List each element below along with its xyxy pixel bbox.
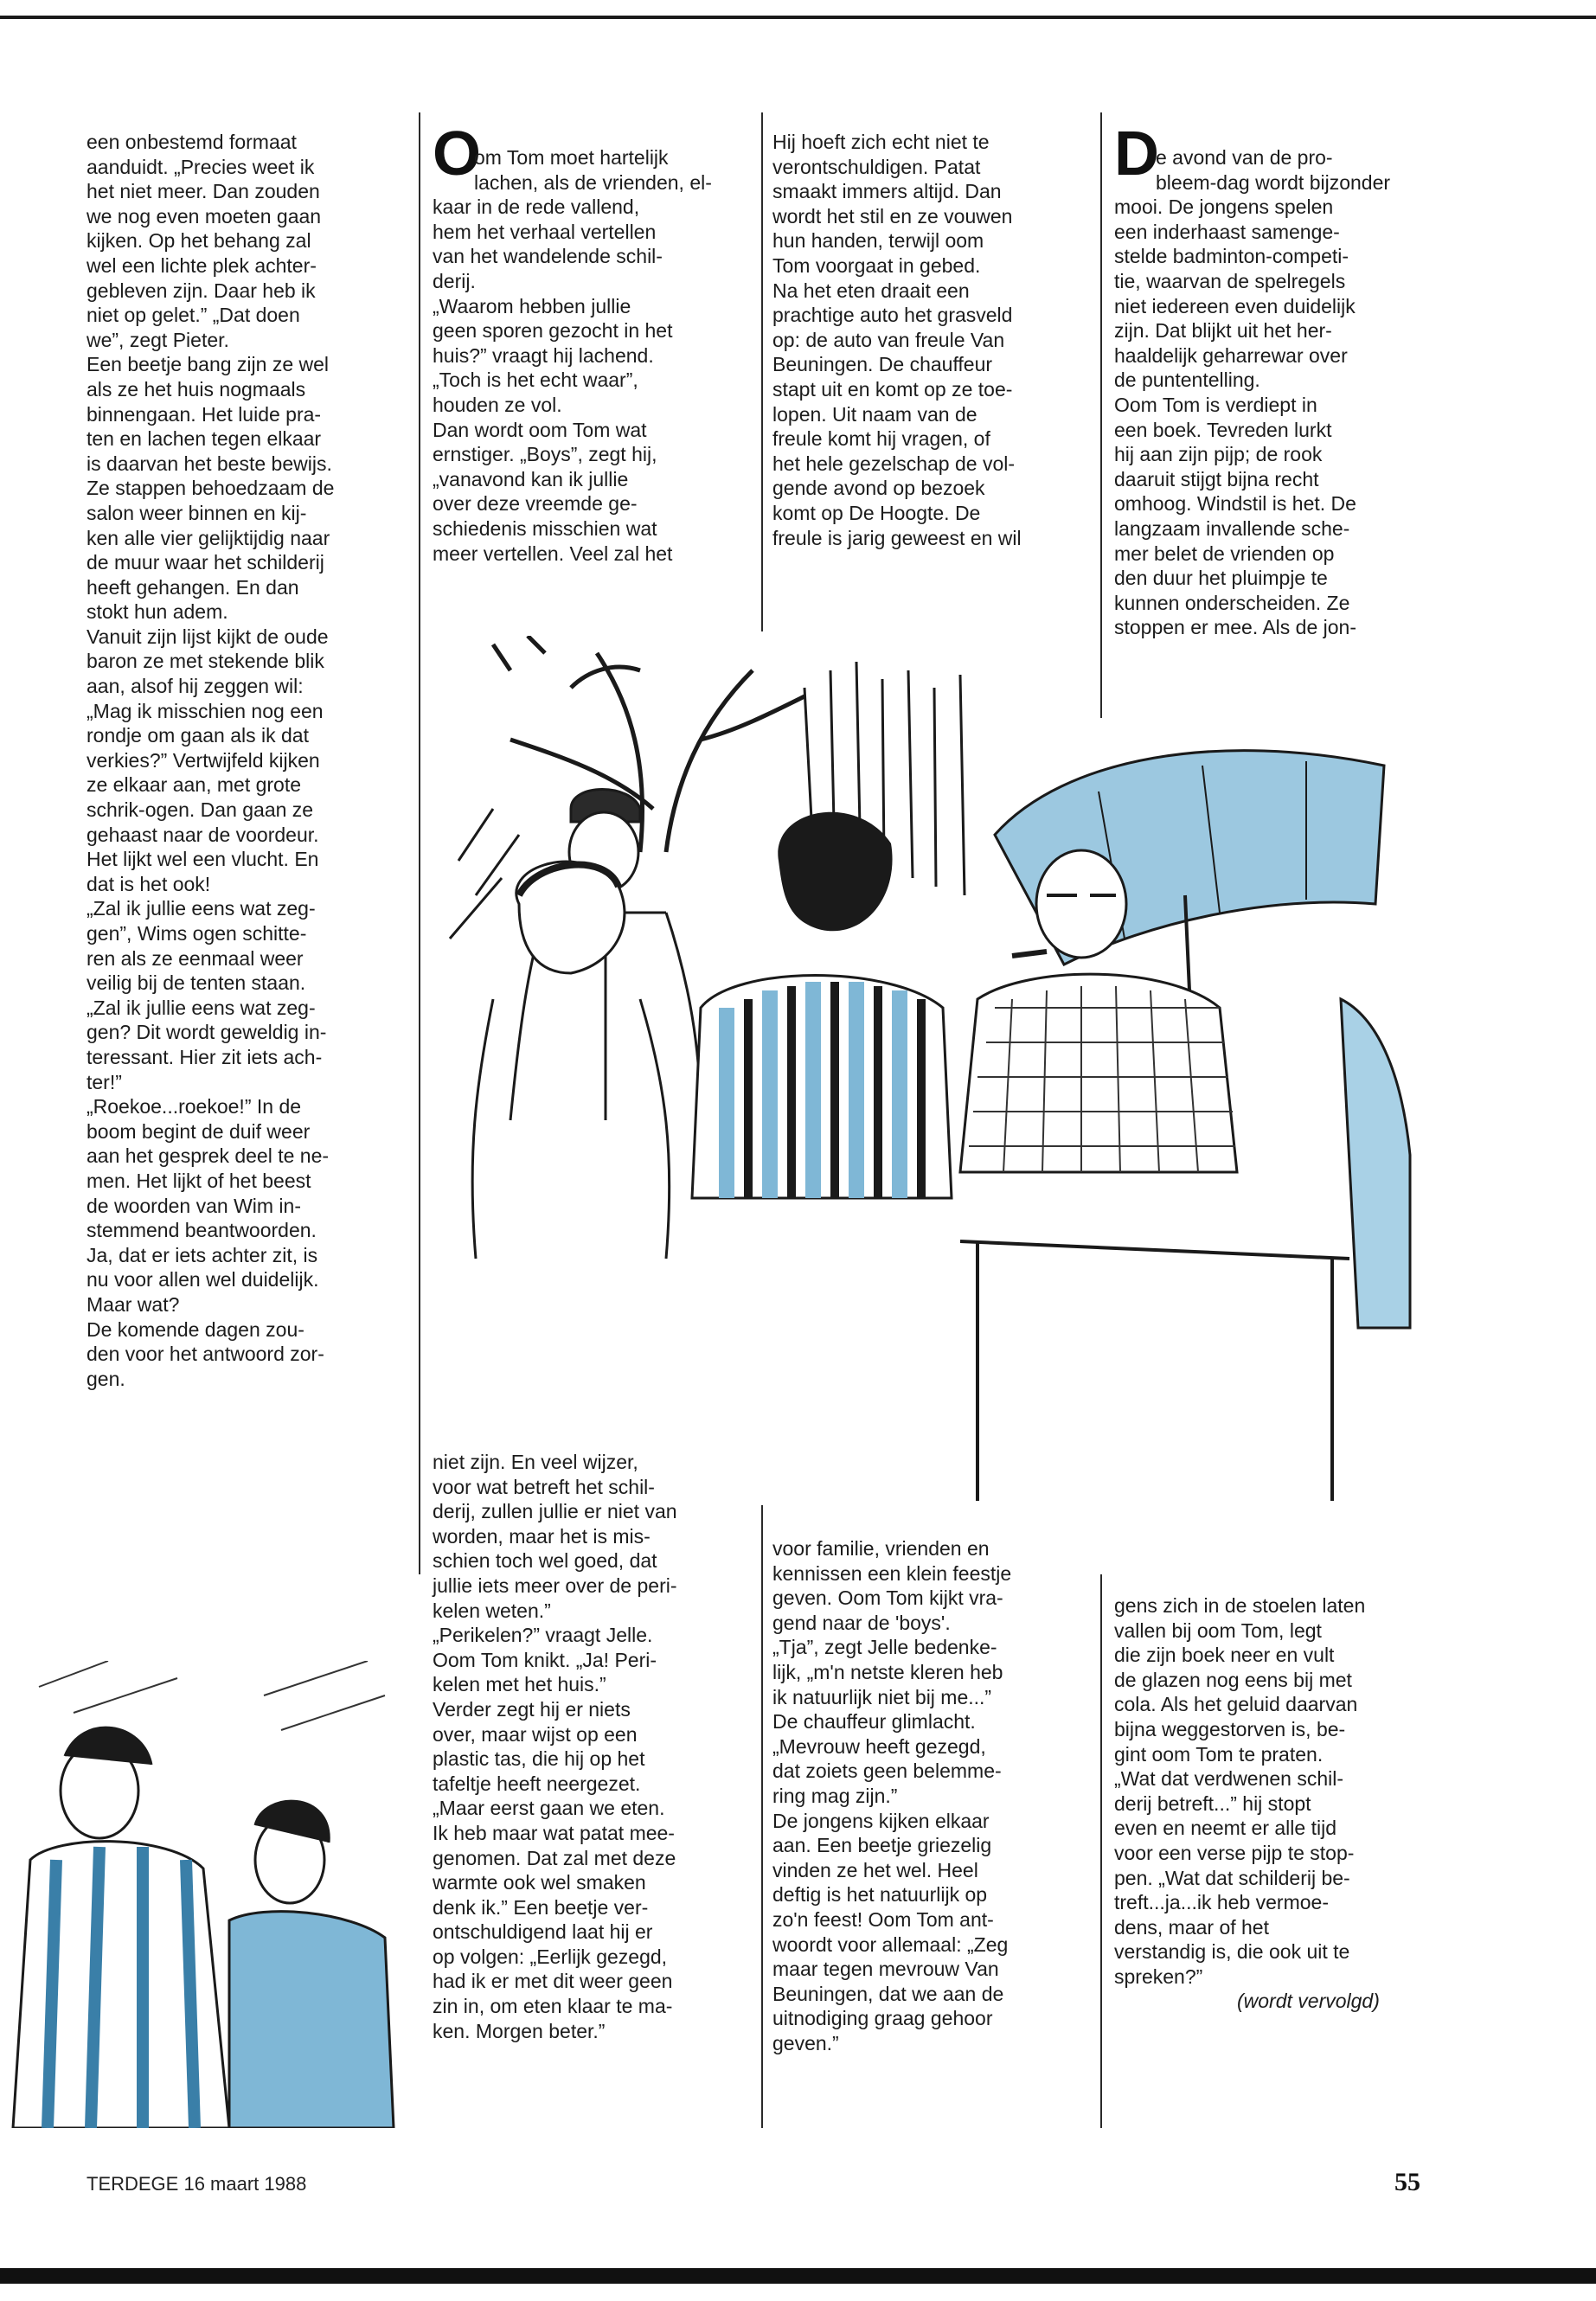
article-column-3-top [772,130,1022,550]
text-line: tafeltje heeft neergezet. [433,1772,641,1795]
text-line: bleem-dag wordt bijzonder [1156,170,1391,194]
text-line: een inderhaast samenge- [1114,220,1340,243]
text-line: Tom voorgaat in gebed. [772,253,981,277]
text-line: deftig is het natuurlijk op [772,1883,988,1907]
text-line: geven.” [772,2031,839,2054]
article-column-3-bottom [772,1536,1011,2055]
text-line: Na het eten draait een [772,279,970,302]
text-line: gen. [87,1367,125,1390]
text-line: mooi. De jongens spelen [1114,195,1334,219]
text-line: men. Het lijkt of het beest [87,1169,311,1192]
text-line: verkies?” Vertwijfeld kijken [87,748,320,772]
text-line: houden ze vol. [433,393,562,416]
text-line: niet zijn. En veel wijzer, [433,1451,638,1473]
text-line: gend naar de 'boys'. [772,1611,951,1634]
text-line: kelen weten.” [433,1599,551,1622]
text-line: komt op De Hoogte. De [772,501,981,524]
text-line: kelen met het huis.” [433,1673,606,1696]
text-line: heeft gehangen. En dan [87,575,299,599]
column-divider-3b [1100,1574,1102,2128]
text-line: „Toch is het echt waar”, [433,369,638,392]
text-line: ter!” [87,1070,122,1093]
text-line: veilig bij de tenten staan. [87,971,306,995]
text-line: salon weer binnen en kij- [87,501,307,524]
text-line: aanduidt. „Precies weet ik [87,155,315,178]
text-line: lijk, „m'n netste kleren heb [772,1660,1003,1683]
column-divider-3 [1100,112,1102,718]
text-line: aan, alsof hij zeggen wil: [87,675,304,698]
text-line: treft...ja...ik heb vermoe- [1114,1891,1329,1914]
text-line: „Tja”, zegt Jelle bedenke- [772,1636,997,1659]
main-illustration [441,636,1419,1587]
text-line: jullie iets meer over de peri- [433,1574,677,1597]
text-line: uitnodiging graag gehoor [772,2007,993,2030]
text-line: schrik-ogen. Dan gaan ze [87,798,314,822]
text-line: ernstiger. „Boys”, zegt hij, [433,443,657,466]
article-column-4-top [1114,145,1390,640]
text-line: stokt hun adem. [87,600,228,624]
text-line: nu voor allen wel duidelijk. [87,1268,319,1292]
text-line: meer vertellen. Veel zal het [433,542,673,565]
text-line: ik natuurlijk niet bij me...” [772,1685,992,1708]
text-line: worden, maar het is mis- [433,1524,651,1548]
text-line: van het wandelende schil- [433,245,663,268]
text-line: hij aan zijn pijp; de rook [1114,443,1323,466]
text-line: verstandig is, die ook uit te [1114,1940,1350,1964]
text-line: cola. Als het geluid daarvan [1114,1693,1358,1716]
bottom-rule [0,2268,1596,2284]
text-line: een boek. Tevreden lurkt [1114,418,1332,441]
article-column-2-top [433,145,712,566]
page-number: 55 [1394,2168,1420,2196]
text-line: derij, zullen jullie er niet van [433,1500,677,1523]
text-line: baron ze met stekende blik [87,650,324,673]
text-line: Oom Tom is verdiept in [1114,393,1317,416]
text-line: langzaam invallende sche- [1114,516,1350,540]
text-line: ten en lachen tegen elkaar [87,427,322,451]
text-line: „Mag ik misschien nog een [87,699,324,722]
text-line: op: de auto van freule Van [772,328,1005,351]
text-line: we nog even moeten gaan [87,204,322,228]
text-line: aan het gesprek deel te ne- [87,1144,330,1168]
to-be-continued: (wordt vervolgd) [1237,1990,1380,2012]
text-line: lopen. Uit naam van de [772,402,977,426]
text-line: gens zich in de stoelen laten [1114,1594,1366,1617]
text-line: schien toch wel goed, dat [433,1549,657,1573]
column-divider-2b [761,1505,763,2128]
text-line: Ik heb maar wat patat mee- [433,1821,675,1844]
text-line: de puntentelling. [1114,369,1260,392]
text-line: boom begint de duif weer [87,1119,311,1143]
text-line: „Roekoe...roekoe!” In de [87,1095,302,1118]
text-line: plastic tas, die hij op het [433,1747,645,1771]
text-line: den duur het pluimpje te [1114,567,1328,590]
text-line: De komende dagen zou- [87,1317,304,1341]
text-line: bijna weggestorven is, be- [1114,1717,1346,1740]
text-line: ring mag zijn.” [772,1784,898,1807]
text-line: op volgen: „Eerlijk gezegd, [433,1945,668,1968]
text-line: „Zal ik jullie eens wat zeg- [87,897,316,920]
text-line: mer belet de vrienden op [1114,542,1335,565]
text-line: als ze het huis nogmaals [87,377,306,401]
text-line: voor een verse pijp te stop- [1114,1841,1355,1864]
text-line: Verder zegt hij er niets [433,1697,631,1721]
text-line: om Tom moet hartelijk [474,146,669,169]
text-line: huis?” vraagt hij lachend. [433,343,654,367]
text-line: dat zoiets geen belemme- [772,1759,1002,1783]
text-line: De chauffeur glimlacht. [772,1710,976,1734]
text-line: de woorden van Wim in- [87,1194,301,1217]
text-line: spreken?” [1114,1965,1203,1988]
text-line: „Mevrouw heeft gezegd, [772,1734,986,1758]
text-line: vinden ze het wel. Heel [772,1858,978,1881]
text-line: stelde badminton-competi- [1114,245,1349,268]
text-line: zin in, om eten klaar te ma- [433,1995,673,2018]
text-line: niet iedereen even duidelijk [1114,294,1356,317]
text-line: over deze vreemde ge- [433,492,638,516]
text-line: maar tegen mevrouw Van [772,1958,999,1981]
lower-left-illustration [4,1661,402,2128]
publication-footer: TERDEGE 16 maart 1988 [87,2173,307,2195]
text-line: vallen bij oom Tom, legt [1114,1618,1322,1642]
text-line: teressant. Hier zit iets ach- [87,1045,323,1068]
text-line: binnengaan. Het luide pra- [87,402,322,426]
right-figure-accent [1341,999,1410,1328]
text-line: geven. Oom Tom kijkt vra- [772,1586,1003,1610]
text-line: Oom Tom knikt. „Ja! Peri- [433,1648,657,1671]
text-line: Dan wordt oom Tom wat [433,418,647,441]
text-line: dat is het ook! [87,872,211,895]
figure-boy-right [229,1801,394,2128]
text-line: ken. Morgen beter.” [433,2019,606,2042]
text-line: kunnen onderscheiden. Ze [1114,591,1350,614]
text-line: „Waarom hebben jullie [433,294,631,317]
text-line: kaar in de rede vallend, [433,195,640,219]
text-line: pen. „Wat dat schilderij be- [1114,1866,1350,1889]
text-line: ken alle vier gelijktijdig naar [87,526,330,549]
text-line: Een beetje bang zijn ze wel [87,353,330,376]
text-line: wel een lichte plek achter- [87,253,317,277]
text-line: „Zal ik jullie eens wat zeg- [87,996,316,1019]
text-line: zo'n feest! Oom Tom ant- [772,1907,994,1931]
text-line: dens, maar of het [1114,1915,1269,1939]
text-line: daaruit stijgt bijna recht [1114,467,1319,490]
text-line: Ja, dat er iets achter zit, is [87,1243,318,1266]
text-line: had ik er met dit weer geen [433,1970,673,1993]
text-line: niet op gelet.” „Dat doen [87,304,300,327]
column-divider-1 [419,112,420,1574]
text-line: over, maar wijst op een [433,1722,638,1746]
text-line: prachtige auto het grasveld [772,304,1013,327]
text-line: we”, zegt Pieter. [87,328,229,351]
text-line: genomen. Dat zal met deze [433,1846,676,1869]
text-line: gen”, Wims ogen schitte- [87,922,307,945]
text-line: voor wat betreft het schil- [433,1475,655,1498]
text-line: kennissen een klein feestje [772,1561,1012,1585]
text-line: rondje om gaan als ik dat [87,724,309,747]
column-divider-2 [761,112,763,631]
text-line: lachen, als de vrienden, el- [474,170,712,194]
text-line: die zijn boek neer en vult [1114,1644,1335,1667]
text-line: „vanavond kan ik jullie [433,467,629,490]
text-line: stapt uit en komt op ze toe- [772,377,1013,401]
text-line: stoppen er mee. Als de jon- [1114,616,1356,639]
text-line: kijken. Op het behang zal [87,229,311,253]
text-line: gende avond op bezoek [772,477,985,500]
boy-left-figure [472,862,670,1259]
text-line: gint oom Tom te praten. [1114,1742,1324,1766]
text-line: geen sporen gezocht in het [433,319,673,343]
text-line: Ze stappen behoedzaam de [87,477,335,500]
garden-table [960,1241,1349,1501]
text-line: Maar wat? [87,1292,180,1316]
text-line: smaakt immers altijd. Dan [772,180,1002,203]
text-line: tie, waarvan de spelregels [1114,269,1346,292]
text-line: „Wat dat verdwenen schil- [1114,1767,1344,1791]
text-line: derij. [433,269,476,292]
text-line: het niet meer. Dan zouden [87,180,320,203]
text-line: aan. Een beetje griezelig [772,1834,992,1857]
text-line: wordt het stil en ze vouwen [772,204,1013,228]
text-line: schiedenis misschien wat [433,516,657,540]
article-column-2-bottom [433,1450,677,2043]
text-line: ze elkaar aan, met grote [87,773,302,797]
text-line: freule komt hij vragen, of [772,427,990,451]
tree [493,636,804,852]
figure-boy-left [13,1727,229,2128]
text-line: hun handen, terwijl oom [772,229,984,253]
text-line: gebleven zijn. Daar heb ik [87,279,316,302]
text-line: ontschuldigend laat hij er [433,1920,653,1944]
text-line: e avond van de pro- [1156,146,1333,169]
text-line: Hij hoeft zich echt niet te [772,131,990,153]
text-line: de muur waar het schilderij [87,551,324,574]
text-line: gehaast naar de voordeur. [87,823,319,846]
text-line: gen? Dit wordt geweldig in- [87,1021,327,1044]
text-line: stemmend beantwoorden. [87,1219,317,1242]
text-line: „Perikelen?” vraagt Jelle. [433,1624,653,1647]
text-line: Beuningen. De chauffeur [772,353,993,376]
text-line: haaldelijk geharrewar over [1114,343,1348,367]
text-line: Het lijkt wel een vlucht. En [87,848,319,871]
text-line: is daarvan het beste bewijs. [87,452,332,475]
text-line: omhoog. Windstil is het. De [1114,492,1356,516]
text-line: ren als ze eenmaal weer [87,946,304,970]
text-line: zijn. Dat blijkt uit het her- [1114,319,1332,343]
text-line: woordt voor allemaal: „Zeg [772,1932,1009,1956]
background-strokes [39,1661,385,1730]
article-column-4-bottom [1114,1593,1365,1990]
text-line: den voor het antwoord zor- [87,1343,324,1366]
text-line: een onbestemd formaat [87,131,297,153]
text-line: Beuningen, dat we aan de [772,1982,1004,2005]
article-column-1 [87,130,334,1391]
drop-cap-o: O [433,119,482,189]
text-line: even en neemt er alle tijd [1114,1817,1336,1840]
text-line: het hele gezelschap de vol- [772,452,1016,475]
top-rule [0,16,1596,19]
drop-cap-d: D [1114,119,1159,189]
text-line: „Maar eerst gaan we eten. [433,1797,665,1820]
text-line: Vanuit zijn lijst kijkt de oude [87,625,329,648]
text-line: hem het verhaal vertellen [433,220,657,243]
text-line: warmte ook wel smaken [433,1871,646,1894]
text-line: voor familie, vrienden en [772,1537,990,1560]
text-line: De jongens kijken elkaar [772,1809,990,1832]
text-line: derij betreft...” hij stopt [1114,1791,1311,1815]
text-line: verontschuldigen. Patat [772,155,981,178]
text-line: freule is jarig geweest en wil [772,526,1022,549]
text-line: de glazen nog eens bij met [1114,1668,1352,1691]
text-line: denk ik.” Een beetje ver- [433,1895,649,1919]
